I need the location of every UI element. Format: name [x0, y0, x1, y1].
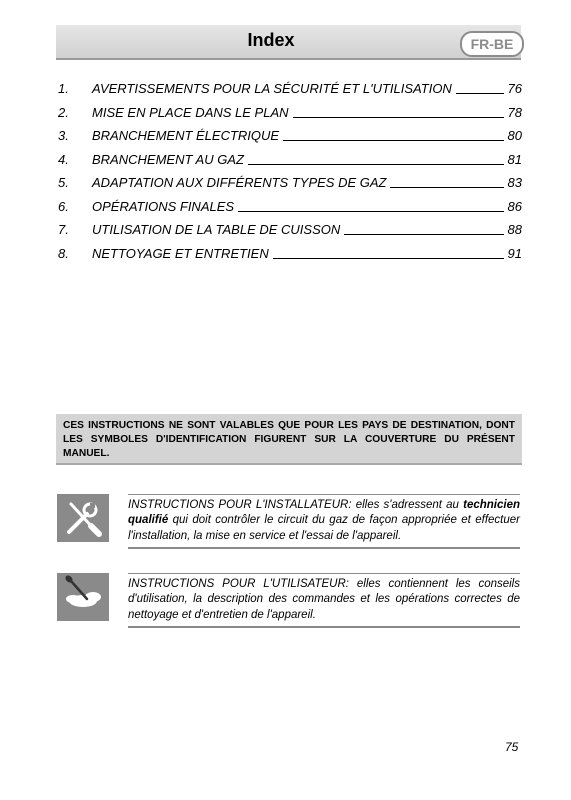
toc-row [56, 124, 522, 148]
user-text: INSTRUCTIONS POUR L'UTILISATEUR: elles contiennent les conseils d'utilisation, la description des commandes et les opérations correctes de nettoyage et d'entretien de l'appareil. [128, 574, 520, 628]
toc-row [56, 77, 522, 101]
toc-leader [283, 140, 504, 141]
tools-icon [57, 494, 109, 542]
toc-row [56, 171, 522, 195]
toc-leader [248, 164, 504, 165]
toc-row [56, 101, 522, 125]
toc-page-number: 83 [507, 175, 522, 190]
toc-page-number: 76 [507, 81, 522, 96]
toc-page-number: 86 [507, 198, 522, 214]
toc-row [56, 218, 522, 242]
toc-row [56, 242, 522, 266]
toc-title: UTILISATION DE LA TABLE DE CUISSON [92, 222, 341, 237]
cooking-spoon-icon [57, 573, 109, 621]
page-number: 75 [505, 740, 519, 754]
toc-title: ADAPTATION AUX DIFFÉRENTS TYPES DE GAZ [92, 175, 387, 190]
toc-page-number: 91 [507, 245, 522, 261]
toc-leader [344, 234, 504, 235]
toc-number: 8. [58, 245, 69, 261]
toc-title: AVERTISSEMENTS POUR LA SÉCURITÉ ET L'UTILISATION [92, 81, 452, 96]
toc-leader [238, 211, 504, 212]
toc-row [56, 148, 522, 172]
toc-title: BRANCHEMENT ÉLECTRIQUE [92, 128, 280, 143]
toc-page-number: 80 [507, 128, 522, 143]
user-instructions [128, 573, 520, 628]
installer-text-start: INSTRUCTIONS POUR L'INSTALLATEUR: elles s'adressent au [128, 499, 464, 511]
toc-number: 1. [58, 81, 69, 96]
toc-row [56, 195, 522, 219]
table-of-contents [56, 77, 522, 265]
page-title: Index [247, 30, 295, 50]
toc-title: BRANCHEMENT AU GAZ [92, 151, 244, 167]
toc-leader [293, 117, 504, 118]
installer-text-end: qui doit contrôler le circuit du gaz de façon appropriée et effectuer l'installation, la mise en service et l'essai de l'appareil. [128, 514, 520, 542]
destination-notice: CES INSTRUCTIONS NE SONT VALABLES QUE POUR LES PAYS DE DESTINATION, DONT LES SYMBOLES D'IDENTIFICATION FIGURENT SUR LA COUVERTURE DU PRÉSENT MANUEL. [56, 414, 522, 465]
toc-page-number: 78 [507, 104, 522, 120]
header-bar [56, 25, 521, 60]
installer-text-bold: technicien qualifié [128, 499, 520, 527]
toc-title: NETTOYAGE ET ENTRETIEN [92, 245, 269, 261]
toc-leader [390, 187, 504, 188]
toc-leader [273, 258, 504, 259]
language-badge: FR-BE [460, 31, 524, 57]
toc-number: 7. [58, 222, 69, 237]
toc-number: 5. [58, 175, 69, 190]
toc-title: OPÉRATIONS FINALES [92, 198, 235, 214]
installer-instructions [128, 494, 520, 549]
toc-leader [456, 93, 504, 94]
toc-number: 3. [58, 128, 69, 143]
toc-number: 2. [58, 104, 69, 120]
toc-page-number: 81 [507, 151, 522, 167]
toc-page-number: 88 [507, 222, 522, 237]
toc-title: MISE EN PLACE DANS LE PLAN [92, 104, 289, 120]
toc-number: 6. [58, 198, 69, 214]
toc-number: 4. [58, 151, 69, 167]
